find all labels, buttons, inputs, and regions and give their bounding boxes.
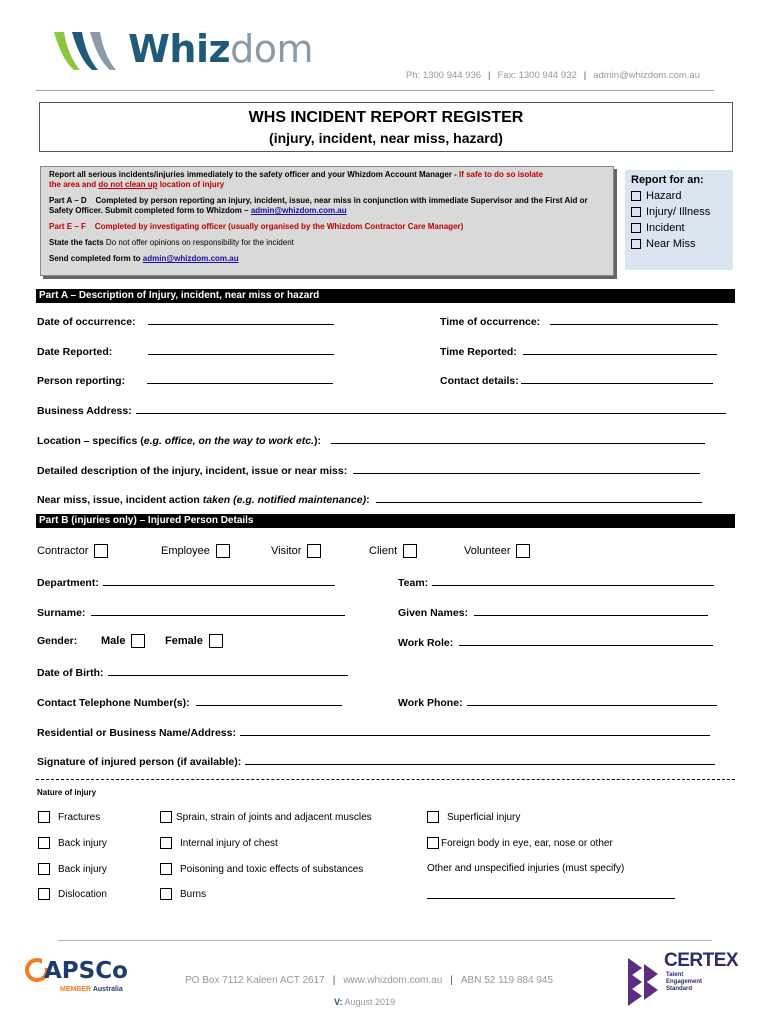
checkbox-icon[interactable] — [427, 811, 439, 823]
certex-text: CERTEX — [664, 950, 739, 971]
checkbox-icon[interactable] — [216, 544, 230, 558]
part-b-header: Part B (injuries only) – Injured Person Details — [36, 514, 735, 528]
gender-male[interactable]: Male — [101, 634, 145, 648]
header-contact: Ph: 1300 944 936 | Fax: 1300 944 932 | admin@whizdom.com.au — [406, 70, 700, 81]
header-divider — [36, 90, 714, 91]
residential-address-field[interactable]: Residential or Business Name/Address: — [37, 725, 710, 739]
department-field[interactable]: Department: — [37, 575, 335, 589]
checkbox-icon[interactable] — [427, 837, 439, 849]
nature-other-label: Other and unspecified injuries (must specify) — [427, 863, 625, 874]
type-client[interactable]: Client — [369, 544, 417, 558]
work-role-field[interactable]: Work Role: — [398, 635, 713, 649]
apsco-logo — [24, 956, 164, 996]
contact-details-field[interactable]: Contact details: — [440, 373, 713, 387]
gender-female[interactable]: Female — [165, 634, 223, 648]
page-title: WHS INCIDENT REPORT REGISTER — [248, 109, 524, 126]
nature-fractures[interactable]: Fractures — [38, 811, 100, 823]
page-subtitle: (injury, incident, near miss, hazard) — [269, 130, 503, 146]
checkbox-icon[interactable] — [631, 191, 641, 201]
report-for-injury[interactable]: Injury/ Illness — [631, 206, 727, 218]
whizdom-w-icon — [52, 26, 124, 72]
instruction-facts: State the facts Do not offer opinions on responsibility for the incident — [49, 238, 294, 247]
dob-field[interactable]: Date of Birth: — [37, 665, 348, 679]
person-reporting-field[interactable]: Person reporting: — [37, 373, 333, 387]
footer-website[interactable]: www.whizdom.com.au — [343, 975, 443, 986]
report-for-panel — [625, 170, 733, 270]
report-for-hazard[interactable]: Hazard — [631, 190, 727, 202]
whizdom-logo — [52, 26, 313, 72]
time-occurrence-field[interactable]: Time of occurrence: — [440, 314, 718, 328]
footer-divider — [58, 940, 712, 941]
header-fax: Fax: 1300 944 932 — [497, 70, 577, 81]
checkbox-icon[interactable] — [160, 863, 172, 875]
apsco-text: APSCo — [44, 958, 128, 984]
report-for-header: Report for an: — [631, 174, 704, 186]
nature-back-injury-2[interactable]: Back injury — [38, 863, 107, 875]
nature-back-injury-1[interactable]: Back injury — [38, 837, 107, 849]
checkbox-icon[interactable] — [307, 544, 321, 558]
work-phone-field[interactable]: Work Phone: — [398, 695, 717, 709]
nature-internal-chest[interactable]: Internal injury of chest — [160, 837, 278, 849]
contact-phone-field[interactable]: Contact Telephone Number(s): — [37, 695, 342, 709]
business-address-field[interactable]: Business Address: — [37, 403, 726, 417]
instruction-part-a: Part A – D Completed by person reporting an injury, incident, issue, near miss in conjunction with immediate Supervisor and the First Aid or Safety Officer. Submit completed form to Whizdom – admin@whizdom.com.au — [49, 196, 588, 215]
location-field[interactable]: Location – specifics (e.g. office, on the way to work etc.): — [37, 433, 705, 447]
team-field[interactable]: Team: — [398, 575, 714, 589]
nature-dislocation[interactable]: Dislocation — [38, 888, 107, 900]
gender-label: Gender: — [37, 635, 78, 647]
nature-superficial[interactable]: Superficial injury — [427, 811, 520, 823]
certex-logo — [624, 950, 740, 1006]
type-volunteer[interactable]: Volunteer — [464, 544, 530, 558]
instruction-send: Send completed form to admin@whizdom.com.au — [49, 254, 239, 263]
date-reported-field[interactable]: Date Reported: — [37, 344, 334, 358]
checkbox-icon[interactable] — [160, 837, 172, 849]
checkbox-icon[interactable] — [631, 223, 641, 233]
logo-text: Whizdom — [128, 27, 314, 71]
surname-field[interactable]: Surname: — [37, 605, 345, 619]
date-occurrence-field[interactable]: Date of occurrence: — [37, 314, 334, 328]
checkbox-icon[interactable] — [403, 544, 417, 558]
detailed-description-field[interactable]: Detailed description of the injury, incident, issue or near miss: — [37, 463, 700, 477]
nature-poisoning[interactable]: Poisoning and toxic effects of substances — [160, 863, 363, 875]
checkbox-icon[interactable] — [209, 634, 223, 648]
checkbox-icon[interactable] — [38, 888, 50, 900]
certex-subtitle: Talent Engagement Standard — [666, 972, 703, 992]
checkbox-icon[interactable] — [631, 207, 641, 217]
type-visitor[interactable]: Visitor — [271, 544, 321, 558]
part-a-header: Part A – Description of Injury, incident, near miss or hazard — [36, 289, 735, 303]
nature-of-injury-title: Nature of injury — [37, 788, 97, 797]
certex-mark-icon — [624, 950, 664, 1006]
nature-sprain[interactable]: Sprain, strain of joints and adjacent muscles — [160, 811, 372, 823]
title-box — [39, 102, 733, 152]
report-for-incident[interactable]: Incident — [631, 222, 727, 234]
checkbox-icon[interactable] — [38, 837, 50, 849]
checkbox-icon[interactable] — [94, 544, 108, 558]
checkbox-icon[interactable] — [516, 544, 530, 558]
header-phone: Ph: 1300 944 936 — [406, 70, 482, 81]
nature-foreign-body[interactable]: Foreign body in eye, ear, nose or other — [427, 837, 613, 849]
checkbox-icon[interactable] — [38, 811, 50, 823]
nature-other-line[interactable] — [427, 898, 675, 899]
nature-burns[interactable]: Burns — [160, 888, 206, 900]
header-email[interactable]: admin@whizdom.com.au — [593, 70, 700, 81]
instruction-part-e: Part E – F Completed by investigating officer (usually organised by the Whizdom Contractor Care Manager) — [49, 222, 464, 231]
apsco-member: MEMBER Australia — [60, 986, 123, 993]
part-a-email-link[interactable]: admin@whizdom.com.au — [250, 206, 347, 215]
type-employee[interactable]: Employee — [161, 544, 230, 558]
footer-po-box: PO Box 7112 Kaleen ACT 2617 — [185, 975, 325, 986]
signature-field[interactable]: Signature of injured person (if available): — [37, 754, 715, 768]
section-divider — [36, 779, 735, 780]
footer-abn: ABN 52 119 884 945 — [460, 975, 553, 986]
given-names-field[interactable]: Given Names: — [398, 605, 708, 619]
instructions-box — [40, 166, 614, 276]
near-miss-action-field[interactable]: Near miss, issue, incident action taken (e.g. notified maintenance): — [37, 492, 702, 506]
footer-version: V: August 2019 — [334, 997, 396, 1007]
checkbox-icon[interactable] — [131, 634, 145, 648]
instruction-serious: Report all serious incidents/injuries immediately to the safety officer and your Whizdom Account Manager - If safe to do so isolate the area and do not clean up location of injury — [49, 170, 544, 189]
checkbox-icon[interactable] — [160, 811, 172, 823]
send-email-link[interactable]: admin@whizdom.com.au — [142, 254, 239, 263]
type-contractor[interactable]: Contractor — [37, 544, 108, 558]
checkbox-icon[interactable] — [38, 863, 50, 875]
footer-contact: PO Box 7112 Kaleen ACT 2617 | www.whizdom.com.au | ABN 52 119 884 945 — [185, 975, 553, 986]
report-for-near-miss[interactable]: Near Miss — [631, 238, 727, 250]
checkbox-icon[interactable] — [631, 239, 641, 249]
checkbox-icon[interactable] — [160, 888, 172, 900]
time-reported-field[interactable]: Time Reported: — [440, 344, 717, 358]
